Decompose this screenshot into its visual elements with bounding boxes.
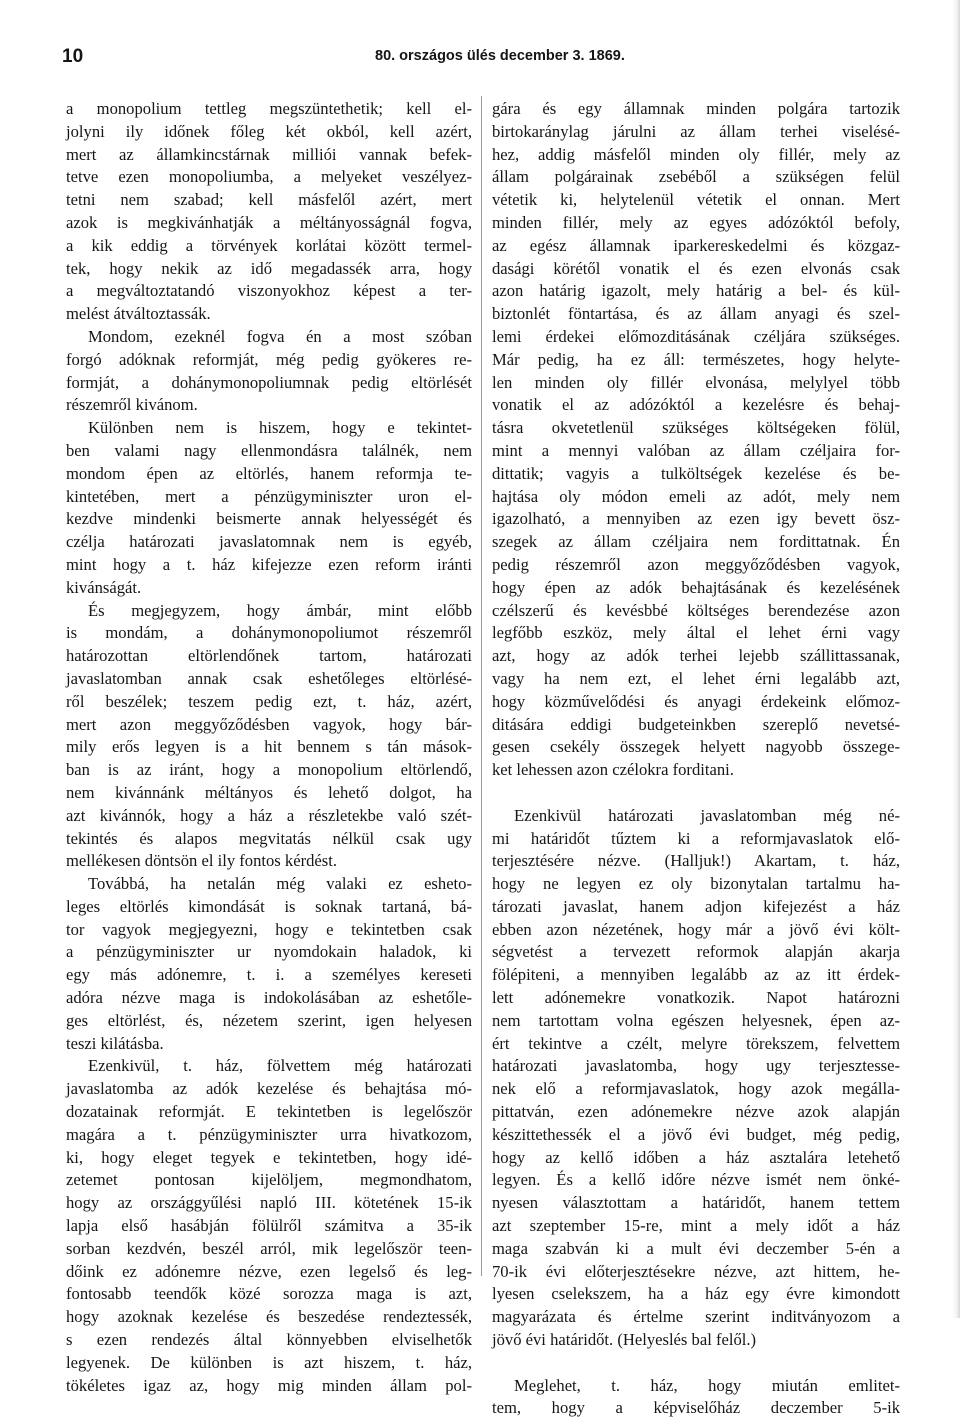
text-line: tökéletes igaz az, hogy mig minden állam pol- [66, 1375, 472, 1395]
text-line: javaslatomban annak csak eshetőleges eltörlésé- [66, 668, 472, 688]
text-line: maga szabván ki a mult évi deczember 5-én a [492, 1238, 900, 1258]
text-line: melést átváltoztassák. [66, 304, 211, 324]
text-line: ért tekintve a czélt, melyre törekszem, felvettem [492, 1033, 900, 1053]
text-line: pedig részemről azon meggyőződésben vagyok, [492, 554, 900, 574]
text-line: magára a t. pénzügyminiszter urra hivatkozom, [66, 1124, 472, 1144]
text-line: hogy az kellő időben a ház asztalára letehető [492, 1147, 900, 1167]
text-line: azt szeptember 15-re, mint a mely időt a ház [492, 1216, 900, 1236]
text-line: mily erős legyen is a hit bennem s tán mások- [66, 737, 472, 757]
text-line: zetemet pontosan kijelöljem, megmondhatom, [66, 1170, 472, 1190]
text-line: hogy közművelődési és anyagi érdekeink előmoz- [492, 691, 900, 711]
text-line: ségvetést a tervezett reformok alapján akarja [492, 942, 900, 962]
text-line: nyesen választottam a határidőt, hanem tettem [492, 1193, 900, 1213]
text-line: fölépiteni, a mennyiben legalább az az itt érdek- [492, 965, 900, 985]
text-line: czélszerű és kevésbbé költséges berendezése azon [492, 600, 900, 620]
text-line: hogy épen az adók behajtásának és kezelésének [492, 577, 900, 597]
text-line: részemről kivánom. [66, 395, 198, 415]
text-line: nek elő a reformjavaslatok, hogy azok megálla- [492, 1079, 900, 1099]
text-line: tor vagyok megjegyezni, hogy e tekintetben csak [66, 919, 472, 939]
text-line: És megjegyzem, hogy ámbár, mint előbb [88, 600, 472, 620]
text-line: minden fillér, mely az egyes adózóktól befoly, [492, 212, 900, 232]
text-line: ben valami nagy ellenmondásra találnék, nem [66, 440, 472, 460]
text-line: dasági körétől vonatik el és ezen elvonás csak [492, 258, 900, 278]
text-line: magyarázata és értelme szerint inditványozom a [492, 1307, 900, 1327]
text-line: a megváltoztatandó viszonyokhoz képest a ter- [66, 281, 472, 301]
text-line: vonatik el az adózóktól a kezelésre és behaj- [492, 395, 900, 415]
text-line: tetni nem szabad; kell másfelől azért, mert [66, 190, 472, 210]
text-line: Továbbá, ha netalán még valaki ez esheto- [88, 874, 472, 894]
text-line: a pénzügyminiszter ur nyomdokain haladok, ki [66, 942, 472, 962]
text-line: hajtása oly módon emeli az adót, mely nem [492, 486, 900, 506]
text-line: ditására eddigi budgeteinkben szereplő nevetsé- [492, 714, 900, 734]
text-line: mert az államkincstárnak milliói vannak befek- [66, 144, 472, 164]
text-line: kintetében, mert a pénzügyminiszter uron el- [66, 486, 472, 506]
text-line: forgó adóknak reformját, még pedig gyökeres re- [66, 349, 472, 369]
text-line: len minden oly fillér elvonása, melylyel több [492, 372, 900, 392]
text-line: hez, addig másfelől minden oly fillér, mely az [492, 144, 900, 164]
text-line: biztonlét föntartása, és az állam anyagi és szel- [492, 304, 900, 324]
text-line: mellékesen döntsön el ily fontos kérdést. [66, 851, 337, 871]
text-line: ban is az iránt, hogy a monopolium eltörlendő, [66, 760, 472, 780]
text-line: nem tartottam volna egészen helyesnek, épen az- [492, 1010, 900, 1030]
text-line: azt, hogy az adók terhei lejebb szállittassanak, [492, 646, 900, 666]
text-line: s ezen rendezés által könnyebben elviselhetők [66, 1330, 472, 1350]
text-line: Ezenkivül határozati javaslatomban még né- [514, 805, 900, 825]
text-line: az egész államnak iparkereskedelmi és közgaz- [492, 235, 900, 255]
text-line: tek, hogy nekik az idő megadassék arra, hogy [66, 258, 472, 278]
text-line: formját, a dohánymonopoliumnak pedig eltörlését [66, 372, 472, 392]
text-line: gára és egy államnak minden polgára tartozik [492, 99, 900, 118]
text-line: lyesen cselekszem, ha a ház egy évre kimondott [492, 1284, 900, 1304]
text-line: javaslatomba az adók kezelése és behajtása mó- [66, 1079, 472, 1099]
text-line: határozati javaslatomba, hogy ugy terjesztesse- [492, 1056, 900, 1076]
text-line: egy más adónemre, t. i. a személyes kereseti [66, 965, 472, 985]
text-line: mi határidőt tűztem ki a reformjavaslatok elő- [492, 828, 900, 848]
text-line: lemi érdekei előmozditásának czéljára szükséges. [492, 326, 900, 346]
text-line: adóra nézve maga is indokolásában az eshetőle- [66, 988, 472, 1008]
text-line: tem, hogy a képviselőház deczember 5-ik [492, 1398, 900, 1418]
text-line: vagy ha nem ezt, el lehet érni legalább azt, [492, 668, 900, 688]
text-line: állam polgárainak zsebéből a szükségen felül [492, 167, 900, 187]
text-line: czélja határozati javaslatomnak nem is egyéb, [66, 532, 472, 552]
text-line: azt kivánnók, hogy a ház a részletekbe való szét- [66, 805, 472, 825]
text-line: tározati javaslat, hanem adjon kifejezést a ház [492, 896, 900, 916]
text-line: ges eltörlést, és, nézetem szerint, igen helyesen [66, 1010, 472, 1030]
text-line: Meglehet, t. ház, hogy miután emlitet- [514, 1375, 900, 1395]
text-line: legyen. És a kellő időre nézve ismét nem önké- [492, 1170, 900, 1190]
text-line: nem kivánnánk méltányos és lehető dolgot, ha [66, 782, 472, 802]
text-line: készittethessék el a jövő évi budget, még pedig, [492, 1124, 900, 1144]
text-line: azon határig igazolt, mely határig a bel- és kül- [492, 281, 900, 301]
text-line: vétetik ki, helytelenül vétetik el onnan. Mert [492, 190, 900, 210]
text-line: is mondám, a dohánymonopoliumot részemről [66, 623, 472, 643]
text-line: sorban kezdvén, beszél arról, mik legelőször teen- [66, 1238, 472, 1258]
text-line: ebben azon nézetének, hogy már a jövő évi költ- [492, 919, 900, 939]
text-line: dozatainak reformját. E tekintetben is legelőször [66, 1102, 472, 1122]
text-line: a monopolium tettleg megszüntethetik; kell el- [66, 99, 472, 118]
column-divider [481, 96, 482, 1276]
text-line: lapja első hasábján fölülről számitva a 35-ik [66, 1216, 472, 1236]
text-line: birtokaránylag járulni az állam terhei viselésé- [492, 121, 900, 141]
text-line: 70-ik évi előterjesztésekre nézve, azt hittem, he- [492, 1261, 900, 1281]
text-line: ki, hogy eleget tegyek e tekintetben, hogy idé- [66, 1147, 472, 1167]
text-line: Különben nem is hiszem, hogy e tekintet- [88, 418, 472, 438]
text-line: mert azon meggyőződésben vagyok, hogy bár- [66, 714, 472, 734]
text-line: mint a mennyi valóban az állam czéljaira for- [492, 440, 900, 460]
text-line: Mondom, ezeknél fogva én a most szóban [88, 326, 472, 346]
text-line: lett adónemekre vonatkozik. Napot határozni [492, 988, 900, 1008]
page-number: 10 [62, 46, 84, 67]
running-header: 80. országos ülés december 3. 1869. [375, 48, 625, 64]
text-line: jövő évi határidőt. (Helyeslés bal felől.) [492, 1330, 757, 1350]
text-line: gesen csekély összegek helyett nagyobb összege- [492, 737, 900, 757]
text-line: jolyni ily időnek főleg két okból, kell azért, [66, 121, 472, 141]
text-line: azok is megkivánhatják a méltányosságnál fogva, [66, 212, 472, 232]
text-line: pittatván, ezen adónemekre nézve azok alapján [492, 1102, 900, 1122]
text-line: mint hogy a t. ház kifejezze ezen reform iránti [66, 554, 472, 574]
text-line: hogy ne legyen ez oly bizonytalan tartalmu ha- [492, 874, 900, 894]
text-line: tetve ezen monopoliumba, a melyeket veszélyez- [66, 167, 472, 187]
text-line: dittatik; vagyis a tulköltségek kezelése és be- [492, 463, 900, 483]
text-line: hogy az országgyűlési napló III. kötetének 15-ik [66, 1193, 472, 1213]
text-line: Már pedig, ha ez áll: természetes, hogy helyte- [492, 349, 900, 369]
text-line: tekintés és alapos megvitatás nélkül csak ugy [66, 828, 472, 848]
text-line: legyenek. De különben is azt hiszem, t. ház, [66, 1352, 472, 1372]
text-line: Ezenkivül, t. ház, fölvettem még határozati [88, 1056, 472, 1076]
text-line: ket lehessen azon czélokra forditani. [492, 760, 734, 780]
text-line: leges eltörlés kimondását is soknak tartaná, bá- [66, 896, 472, 916]
text-line: kezdve mindenki beismerte annak helyességét és [66, 509, 472, 529]
text-line: kivánságát. [66, 577, 142, 597]
text-line: teszi kilátásba. [66, 1033, 164, 1053]
text-line: hogy azoknak kezelése és beszedése rendeztessék, [66, 1307, 472, 1327]
text-line: tásra okvetetlenül szükséges költségeken fölül, [492, 418, 900, 438]
text-line: fontosabb teendők közé sorozza maga is azt, [66, 1284, 472, 1304]
text-line: dőink ez adónemre nézve, ezen legelső és leg- [66, 1261, 472, 1281]
text-line: igazolható, a mennyiben az ezen igy bevett ösz- [492, 509, 900, 529]
text-line: mondom épen az eltörlés, hanem reformja te- [66, 463, 472, 483]
text-line: ről beszélek; teszem pedig ezt, t. ház, azért, [66, 691, 472, 711]
text-line [492, 1352, 900, 1375]
text-line: a kik eddig a törvények korlátai között termel- [66, 235, 472, 255]
text-line: szegek az állam czéljaira nem fordittatnak. Én [492, 532, 900, 552]
text-line: legfőbb eszköz, mely által el lehet érni vagy [492, 623, 900, 643]
text-line: terjesztésére nézve. (Halljuk!) Akartam, t. ház, [492, 851, 900, 871]
left-column [66, 98, 472, 1397]
right-column [492, 98, 900, 1420]
text-line: határozottan eltörlendőnek tartom, határozati [66, 646, 472, 666]
text-line [492, 782, 900, 805]
scan-edge-shadow [952, 0, 960, 1318]
